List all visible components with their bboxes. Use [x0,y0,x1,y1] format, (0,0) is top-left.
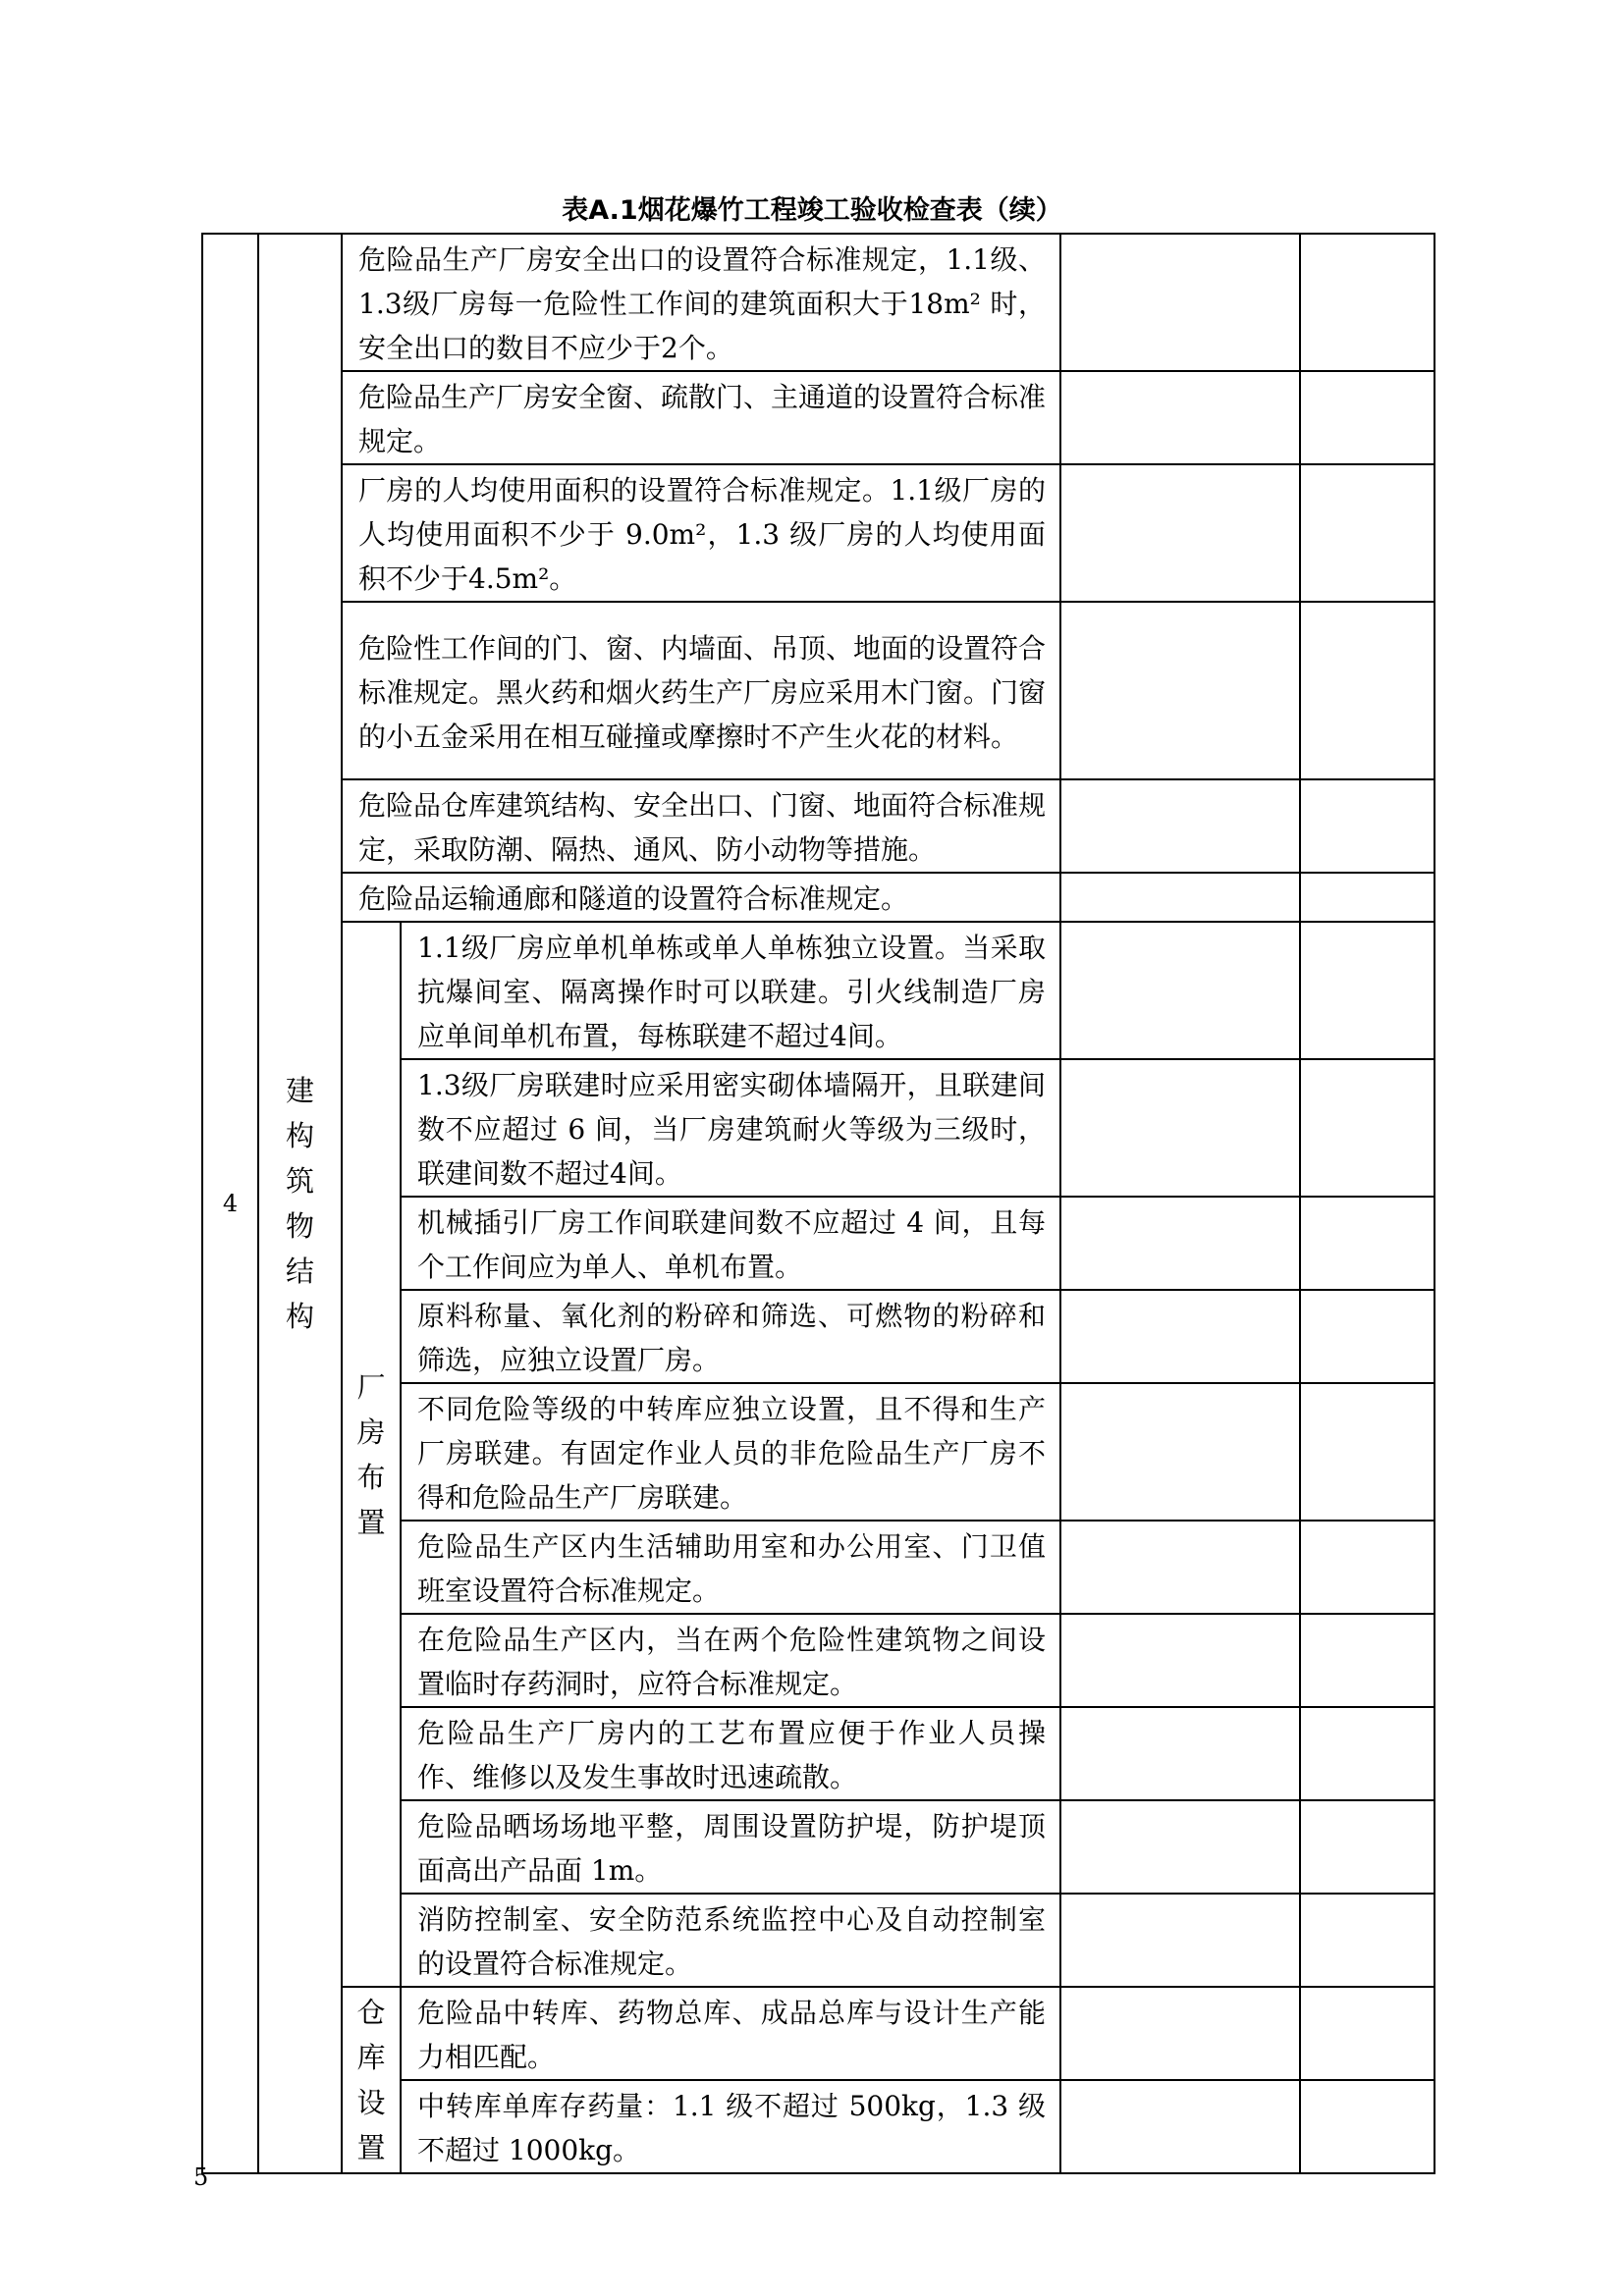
remark-cell [1300,1894,1435,1987]
remark-cell [1300,1987,1435,2080]
result-cell [1060,873,1300,922]
remark-cell [1300,1707,1435,1800]
remark-cell [1300,1800,1435,1894]
remark-cell [1300,1059,1435,1197]
result-cell [1060,464,1300,602]
result-cell [1060,1290,1300,1383]
subsection-factory-layout [342,922,401,1987]
result-cell [1060,1614,1300,1707]
warehouse-char: 库 [356,2041,386,2074]
result-cell [1060,371,1300,464]
check-item: 不同危险等级的中转库应独立设置，且不得和生产厂房联建。有固定作业人员的非危险品生产厂房不得和危险品生产厂房联建。 [401,1383,1060,1521]
check-item: 危险品仓库建筑结构、安全出口、门窗、地面符合标准规定，采取防潮、隔热、通风、防小动物等措施。 [342,779,1060,873]
page-number: 5 [193,2163,209,2191]
check-item: 厂房的人均使用面积的设置符合标准规定。1.1级厂房的人均使用面积不少于 9.0m²，1.3 级厂房的人均使用面积不少于4.5m²。 [342,464,1060,602]
section-name-char: 筑 [285,1164,314,1198]
section-name-char: 构 [285,1119,314,1152]
remark-cell [1300,1521,1435,1614]
check-item: 在危险品生产区内，当在两个危险性建筑物之间设置临时存药洞时，应符合标准规定。 [401,1614,1060,1707]
section-name-char: 物 [285,1209,314,1243]
result-cell [1060,1987,1300,2080]
warehouse-char: 仓 [356,1996,386,2029]
result-cell [1060,1197,1300,1290]
section-name-char: 结 [285,1255,314,1288]
section-name-char: 构 [285,1300,314,1333]
check-item: 危险品运输通廊和隧道的设置符合标准规定。 [342,873,1060,922]
check-item: 消防控制室、安全防范系统监控中心及自动控制室的设置符合标准规定。 [401,1894,1060,1987]
result-cell [1060,779,1300,873]
factory-layout-char: 布 [356,1460,386,1494]
check-item: 1.3级厂房联建时应采用密实砌体墙隔开，且联建间数不应超过 6 间，当厂房建筑耐火等级为三级时，联建间数不超过4间。 [401,1059,1060,1197]
remark-cell [1300,1290,1435,1383]
check-item: 危险品生产区内生活辅助用室和办公用室、门卫值班室设置符合标准规定。 [401,1521,1060,1614]
remark-cell [1300,2080,1435,2173]
result-cell [1060,602,1300,779]
result-cell [1060,1707,1300,1800]
section-number: 4 [202,234,258,2173]
warehouse-char: 设 [356,2086,386,2119]
factory-layout-char: 厂 [356,1369,386,1404]
check-item: 原料称量、氧化剂的粉碎和筛选、可燃物的粉碎和筛选，应独立设置厂房。 [401,1290,1060,1383]
table-title: 表A.1烟花爆竹工程竣工验收检查表（续） [562,195,1062,226]
remark-cell [1300,922,1435,1059]
remark-cell [1300,779,1435,873]
result-cell [1060,1383,1300,1521]
remark-cell [1300,873,1435,922]
section-name-char: 建 [285,1074,314,1107]
check-item: 危险品生产厂房安全出口的设置符合标准规定，1.1级、1.3级厂房每一危险性工作间的建筑面积大于18m² 时，安全出口的数目不应少于2个。 [342,234,1060,371]
subsection-warehouse [342,1987,401,2173]
check-item: 机械插引厂房工作间联建间数不应超过 4 间，且每个工作间应为单人、单机布置。 [401,1197,1060,1290]
warehouse-char: 置 [356,2131,386,2164]
result-cell [1060,1800,1300,1894]
check-item: 1.1级厂房应单机单栋或单人单栋独立设置。当采取抗爆间室、隔离操作时可以联建。引火线制造厂房应单间单机布置，每栋联建不超过4间。 [401,922,1060,1059]
remark-cell [1300,371,1435,464]
check-item: 危险品生产厂房安全窗、疏散门、主通道的设置符合标准规定。 [342,371,1060,464]
result-cell [1060,234,1300,371]
check-item: 危险品晒场场地平整，周围设置防护堤，防护堤顶面高出产品面 1m。 [401,1800,1060,1894]
remark-cell [1300,1197,1435,1290]
result-cell [1060,922,1300,1059]
remark-cell [1300,1383,1435,1521]
remark-cell [1300,1614,1435,1707]
check-item: 危险品生产厂房内的工艺布置应便于作业人员操作、维修以及发生事故时迅速疏散。 [401,1707,1060,1800]
remark-cell [1300,464,1435,602]
factory-layout-char: 房 [356,1415,386,1449]
result-cell [1060,1521,1300,1614]
inspection-table [201,233,1435,2174]
remark-cell [1300,602,1435,779]
result-cell [1060,1894,1300,1987]
remark-cell [1300,234,1435,371]
result-cell [1060,2080,1300,2173]
section-name [258,234,342,2173]
factory-layout-char: 置 [356,1505,386,1539]
check-item: 中转库单库存药量：1.1 级不超过 500kg，1.3 级不超过 1000kg。 [401,2080,1060,2173]
result-cell [1060,1059,1300,1197]
check-item: 危险性工作间的门、窗、内墙面、吊顶、地面的设置符合标准规定。黑火药和烟火药生产厂房应采用木门窗。门窗的小五金采用在相互碰撞或摩擦时不产生火花的材料。 [342,602,1060,779]
check-item: 危险品中转库、药物总库、成品总库与设计生产能力相匹配。 [401,1987,1060,2080]
